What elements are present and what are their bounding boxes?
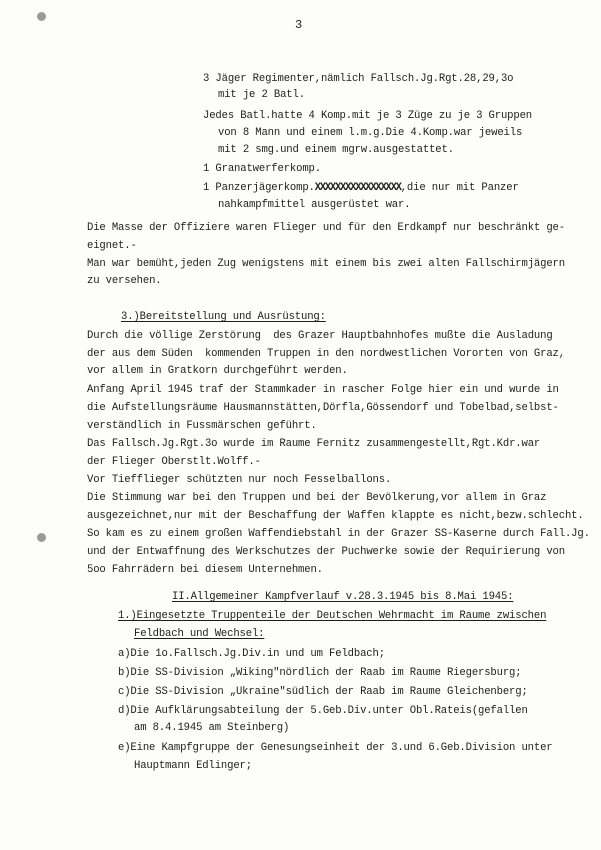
text-line: vor allem in Gratkorn durchgeführt werden.: [87, 365, 348, 377]
section-heading: 1.)Eingesetzte Truppenteile der Deutschen Wehrmacht im Raume zwischen: [118, 610, 547, 622]
text-line: So kam es zu einem großen Waffendiebstahl in der Grazer SS-Kaserne durch Fall.Jg.: [87, 528, 590, 540]
section-heading: Feldbach und Wechsel:: [134, 628, 265, 640]
text-line: Die Stimmung war bei den Truppen und bei der Bevölkerung,vor allem in Graz: [87, 492, 547, 504]
list-item-continuation: Hauptmann Edlinger;: [134, 760, 252, 772]
text-line: Vor Tiefflieger schützten nur noch Fesselballons.: [87, 474, 392, 486]
text-line: zu versehen.: [87, 275, 162, 287]
text-line: der Flieger Oberstlt.Wolff.-: [87, 456, 261, 468]
section-heading: 3.)Bereitstellung und Ausrüstung:: [121, 311, 326, 323]
chapter-heading: II.Allgemeiner Kampfverlauf v.28.3.1945 bis 8.Mai 1945:: [172, 591, 514, 603]
text-line: 3 Jäger Regimenter,nämlich Fallsch.Jg.Rgt.28,29,3o: [203, 73, 514, 85]
text-line: Jedes Batl.hatte 4 Komp.mit je 3 Züge zu je 3 Gruppen: [203, 110, 532, 122]
text-line: mit je 2 Batl.: [218, 89, 305, 101]
text-line: ausgezeichnet,nur mit der Beschaffung der Waffen klappte es nicht,bezw.schlecht.: [87, 510, 584, 522]
text-line: von 8 Mann und einem l.m.g.Die 4.Komp.war jeweils: [218, 127, 523, 139]
text-line: mit 2 smg.und einem mgrw.ausgestattet.: [218, 144, 454, 156]
list-item-continuation: am 8.4.1945 am Steinberg): [134, 722, 290, 734]
text-line: 1 Granatwerferkomp.: [203, 163, 321, 175]
list-item: e)Eine Kampfgruppe der Genesungseinheit der 3.und 6.Geb.Division unter: [118, 742, 553, 754]
text-line: eignet.-: [87, 240, 137, 252]
punch-hole: [37, 533, 46, 542]
text-line: Durch die völlige Zerstörung des Grazer Hauptbahnhofes mußte die Ausladung: [87, 330, 553, 342]
text-line: verständlich in Fussmärschen geführt.: [87, 420, 317, 432]
list-item: a)Die 1o.Fallsch.Jg.Div.in und um Feldbach;: [118, 648, 385, 660]
struck-out-text: XXXXXXXXXXXXXXXXX: [314, 182, 401, 194]
text-line: der aus dem Süden kommenden Truppen in den nordwestlichen Vororten von Graz,: [87, 348, 565, 360]
list-item: d)Die Aufklärungsabteilung der 5.Geb.Div.unter Obl.Rateis(gefallen: [118, 705, 528, 717]
text-segment: ,die nur mit Panzer: [400, 182, 519, 194]
text-line: Das Fallsch.Jg.Rgt.3o wurde im Raume Fernitz zusammengestellt,Rgt.Kdr.war: [87, 438, 541, 450]
list-item: c)Die SS-Division „Ukraine"südlich der Raab im Raume Gleichenberg;: [118, 686, 528, 698]
text-segment: 1 Panzerjägerkomp.: [203, 182, 315, 194]
text-line: Die Masse der Offiziere waren Flieger und für den Erdkampf nur beschränkt ge-: [87, 222, 565, 234]
text-line: 5oo Fahrrädern bei diesem Unternehmen.: [87, 564, 323, 576]
text-line: nahkampfmittel ausgerüstet war.: [218, 199, 411, 211]
text-line: Man war bemüht,jeden Zug wenigstens mit einem bis zwei alten Fallschirmjägern: [87, 258, 565, 270]
text-line: Anfang April 1945 traf der Stammkader in rascher Folge hier ein und wurde in: [87, 384, 559, 396]
text-line: [203, 182, 519, 195]
punch-hole: [37, 12, 46, 21]
text-line: die Aufstellungsräume Hausmannstätten,Dörfla,Gössendorf und Tobelbad,selbst-: [87, 402, 559, 414]
list-item: b)Die SS-Division „Wiking"nördlich der Raab im Raume Riegersburg;: [118, 667, 522, 679]
page-number: 3: [295, 18, 303, 32]
text-line: und der Entwaffnung des Werkschutzes der Puchwerke sowie der Requirierung von: [87, 546, 565, 558]
